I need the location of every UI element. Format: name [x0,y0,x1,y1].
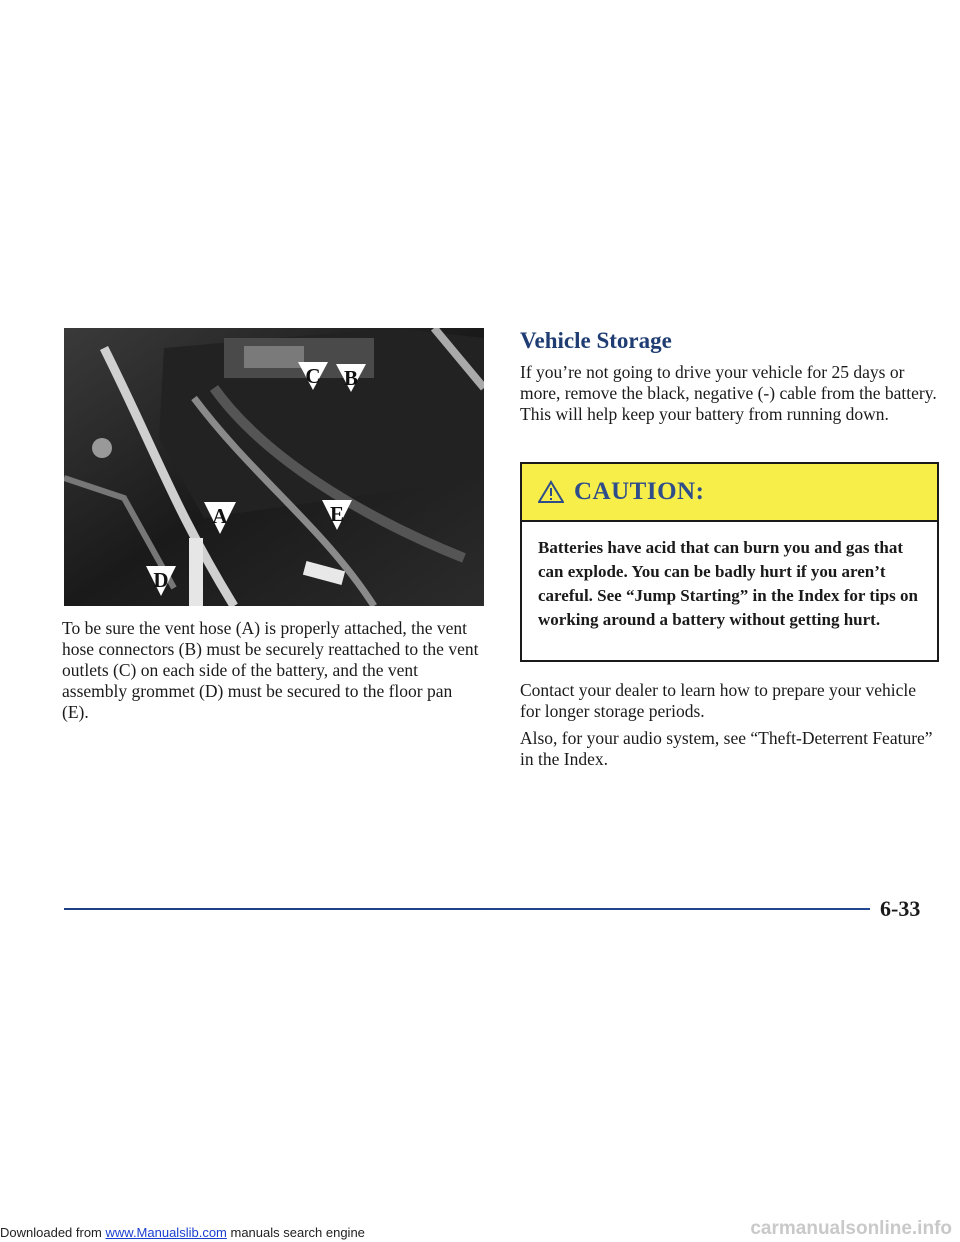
download-footer [0,1225,365,1240]
caution-title: CAUTION: [574,478,705,505]
caution-text: Batteries have acid that can burn you and gas that can explode. You can be badly hurt if you aren’t careful. See “Jump Starting” in the Index for tips on working around a battery without getting hurt. [538,538,919,629]
dealer-paragraph: Contact your dealer to learn how to prepare your vehicle for longer storage periods. [520,680,917,721]
section-title: Vehicle Storage [520,328,672,353]
marker-c: C [296,360,330,392]
page-number: 6-33 [880,896,921,921]
marker-a: A [202,500,238,536]
battery-vent-photo [64,328,484,606]
caution-header [522,464,937,522]
warning-triangle-icon [538,480,564,504]
vent-hose-paragraph: To be sure the vent hose (A) is properly attached, the vent hose connectors (B) must be securely reattached to the vent outlets (C) on each side of the battery, and the vent assembly grommet (D) must be secured to the floor pan (E). [62,618,479,722]
storage-intro-paragraph: If you’re not going to drive your vehicle for 25 days or more, remove the black, negative (-) cable from the battery. This will help keep your battery from running down. [520,362,937,424]
site-watermark: carmanualsonline.info [750,1218,952,1239]
audio-paragraph: Also, for your audio system, see “Theft-Deterrent Feature” in the Index. [520,728,933,769]
footer-suffix: manuals search engine [226,1225,365,1240]
footer-prefix: Downloaded from [0,1225,106,1240]
marker-b: B [334,362,368,394]
caution-box [520,462,939,662]
manualslib-link[interactable]: www.Manualslib.com [105,1225,227,1240]
marker-d: D [144,564,178,598]
page-rule [64,908,870,910]
marker-e: E [320,498,354,532]
